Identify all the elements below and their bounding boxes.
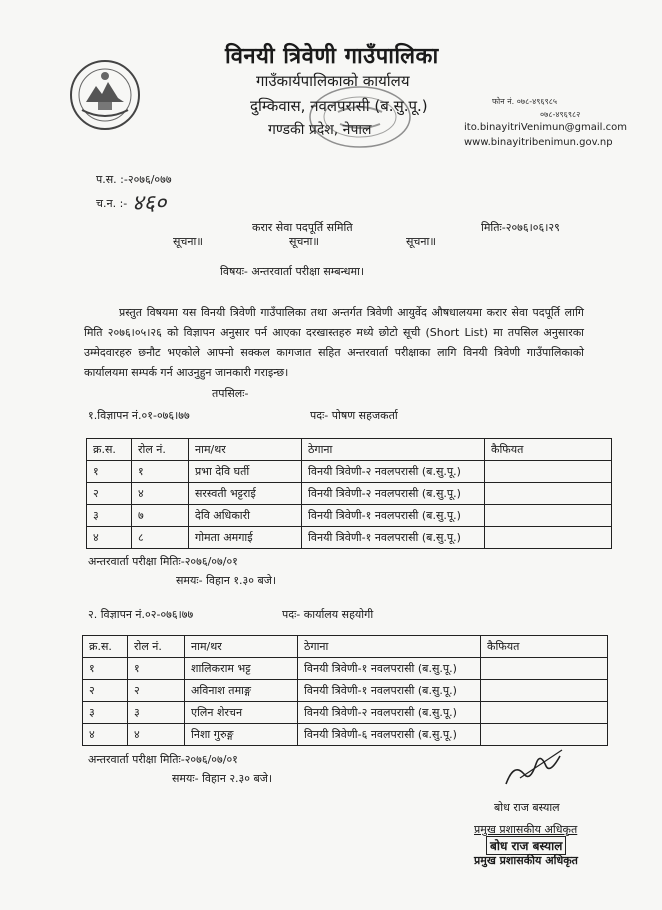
dispatch-number-handwritten: ४६० [132, 191, 167, 216]
notice-heading-3: सूचना॥ [406, 235, 436, 248]
remarks-cell [481, 702, 608, 724]
notice-heading-1: सूचना॥ [173, 235, 203, 248]
remarks-cell [481, 724, 608, 746]
header-cell: रोल नं. [128, 636, 185, 658]
name-cell: देवि अधिकारी [189, 505, 302, 527]
header-cell: रोल नं. [132, 439, 189, 461]
header-cell: कैफियत [485, 439, 612, 461]
letter-date: मितिः-२०७६।०६।२९ [481, 221, 560, 234]
post-name: पदः- पोषण सहजकर्ता [310, 409, 398, 422]
notice-body: प्रस्तुत विषयमा यस विनयी त्रिवेणी गाउँपालिका तथा अन्तर्गत त्रिवेणी आयुर्वेद औषधालयमा करार सेवा पदपूर्ति लागि मिति २०७६।०५।२६ को विज्ञापन अनुसार पर्न आएका दरखास्तहरु मध्ये छोटो सूची (Short List) मा तपसिल अनुसारका उम्मेदवारहरु छनौट भएकोले आफ्नो सक्कल कागजात सहित अन्तरवार्ता परीक्षाका लागि विनयी त्रिवेणी गाउँपालिकाको कार्यालयमा सम्पर्क गर्न आउनुहुन जानकारी गराइन्छ। [84, 306, 584, 379]
table-row [87, 461, 612, 483]
remarks-cell [481, 658, 608, 680]
interview-time: समयः- विहान २.३० बजे। [172, 772, 273, 785]
email-address: ito.binayitriVenimun@gmail.com [464, 122, 627, 133]
candidate-table [82, 635, 608, 746]
header-cell: नाम/थर [185, 636, 298, 658]
name-cell: प्रभा देवि घर्ती [189, 461, 302, 483]
roll-cell: १ [132, 461, 189, 483]
signatory-name: बोध राज बस्याल [494, 801, 560, 814]
table-header-row [87, 439, 612, 461]
office-province: गण्डकी प्रदेश, नेपाल [268, 122, 372, 138]
name-cell: एलिन शेरचन [185, 702, 298, 724]
serial-cell: ३ [87, 505, 132, 527]
name-stamp: बोध राज बस्याल [486, 836, 566, 855]
header-cell: ठेगाना [302, 439, 485, 461]
designation-stamp: प्रमुख प्रशासकीय अधिकृत [474, 854, 578, 867]
table-row [83, 702, 608, 724]
roll-cell: ८ [132, 527, 189, 549]
post-name: पदः- कार्यालय सहयोगी [282, 608, 374, 621]
name-cell: गोमता अमगाई [189, 527, 302, 549]
subject-line: विषयः- अन्तरवार्ता परीक्षा सम्बन्धमा। [220, 265, 365, 278]
interview-date: अन्तरवार्ता परीक्षा मितिः-२०७६/०७/०१ [88, 753, 238, 766]
website-address: www.binayitribenimun.gov.np [464, 137, 613, 148]
serial-cell: १ [87, 461, 132, 483]
table-row [83, 680, 608, 702]
phone-2: ०७८-४९६९८२ [540, 110, 581, 119]
municipality-title: विनयी त्रिवेणी गाउँपालिका [225, 44, 439, 69]
notice-heading-2: सूचना॥ [289, 235, 319, 248]
handwritten-signature-icon [500, 744, 570, 790]
roll-cell: ४ [132, 483, 189, 505]
address-cell: विनयी त्रिवेणी-१ नवलपरासी (ब.सु.पू.) [298, 658, 481, 680]
address-cell: विनयी त्रिवेणी-१ नवलपरासी (ब.सु.पू.) [298, 680, 481, 702]
serial-cell: १ [83, 658, 128, 680]
office-name: गाउँकार्यपालिकाको कार्यालय [256, 72, 410, 90]
phone-1: फोन नं. ०७८-४९६९८५ [492, 97, 558, 106]
address-cell: विनयी त्रिवेणी-२ नवलपरासी (ब.सु.पू.) [302, 483, 485, 505]
advertisement-number: २. विज्ञापन नं.०२-०७६।७७ [88, 608, 194, 621]
name-cell: सरस्वती भट्टराई [189, 483, 302, 505]
address-cell: विनयी त्रिवेणी-६ नवलपरासी (ब.सु.पू.) [298, 724, 481, 746]
remarks-cell [485, 505, 612, 527]
advertisement-number: १.विज्ञापन नं.०१-०७६।७७ [88, 409, 190, 422]
table-row [87, 527, 612, 549]
interview-date: अन्तरवार्ता परीक्षा मितिः-२०७६/०७/०१ [88, 555, 238, 568]
committee-name: करार सेवा पदपूर्ति समिति [252, 221, 353, 234]
roll-cell: ४ [128, 724, 185, 746]
address-cell: विनयी त्रिवेणी-२ नवलपरासी (ब.सु.पू.) [302, 461, 485, 483]
serial-cell: ४ [87, 527, 132, 549]
serial-cell: २ [87, 483, 132, 505]
name-cell: अविनाश तमाङ्ग [185, 680, 298, 702]
dispatch-number-label: च.न. :- [96, 197, 128, 210]
serial-cell: ४ [83, 724, 128, 746]
table-row [87, 505, 612, 527]
name-cell: शालिकराम भट्ट [185, 658, 298, 680]
header-cell: क्र.स. [87, 439, 132, 461]
remarks-cell [485, 483, 612, 505]
office-stamp-icon [300, 82, 420, 152]
header-cell: क्र.स. [83, 636, 128, 658]
interview-time: समयः- विहान १.३० बजे। [176, 574, 277, 587]
header-cell: नाम/थर [189, 439, 302, 461]
table-row [83, 724, 608, 746]
roll-cell: ७ [132, 505, 189, 527]
roll-cell: १ [128, 658, 185, 680]
government-emblem-icon [68, 58, 142, 132]
remarks-cell [485, 527, 612, 549]
address-cell: विनयी त्रिवेणी-२ नवलपरासी (ब.सु.पू.) [298, 702, 481, 724]
remarks-cell [485, 461, 612, 483]
office-address: दुम्किवास, नवलपरासी (ब.सु.पू.) [250, 97, 428, 115]
serial-cell: २ [83, 680, 128, 702]
name-cell: निशा गुरुङ्ग [185, 724, 298, 746]
roll-cell: २ [128, 680, 185, 702]
details-label: तपसिलः- [212, 387, 249, 400]
header-cell: कैफियत [481, 636, 608, 658]
serial-cell: ३ [83, 702, 128, 724]
address-cell: विनयी त्रिवेणी-१ नवलपरासी (ब.सु.पू.) [302, 505, 485, 527]
signatory-designation: प्रमुख प्रशासकीय अधिकृत [474, 823, 578, 836]
roll-cell: ३ [128, 702, 185, 724]
remarks-cell [481, 680, 608, 702]
table-row [87, 483, 612, 505]
table-row [83, 658, 608, 680]
table-header-row [83, 636, 608, 658]
candidate-table [86, 438, 612, 549]
address-cell: विनयी त्रिवेणी-१ नवलपरासी (ब.सु.पू.) [302, 527, 485, 549]
header-cell: ठेगाना [298, 636, 481, 658]
reference-number: प.स. :-२०७६/०७७ [96, 173, 172, 186]
